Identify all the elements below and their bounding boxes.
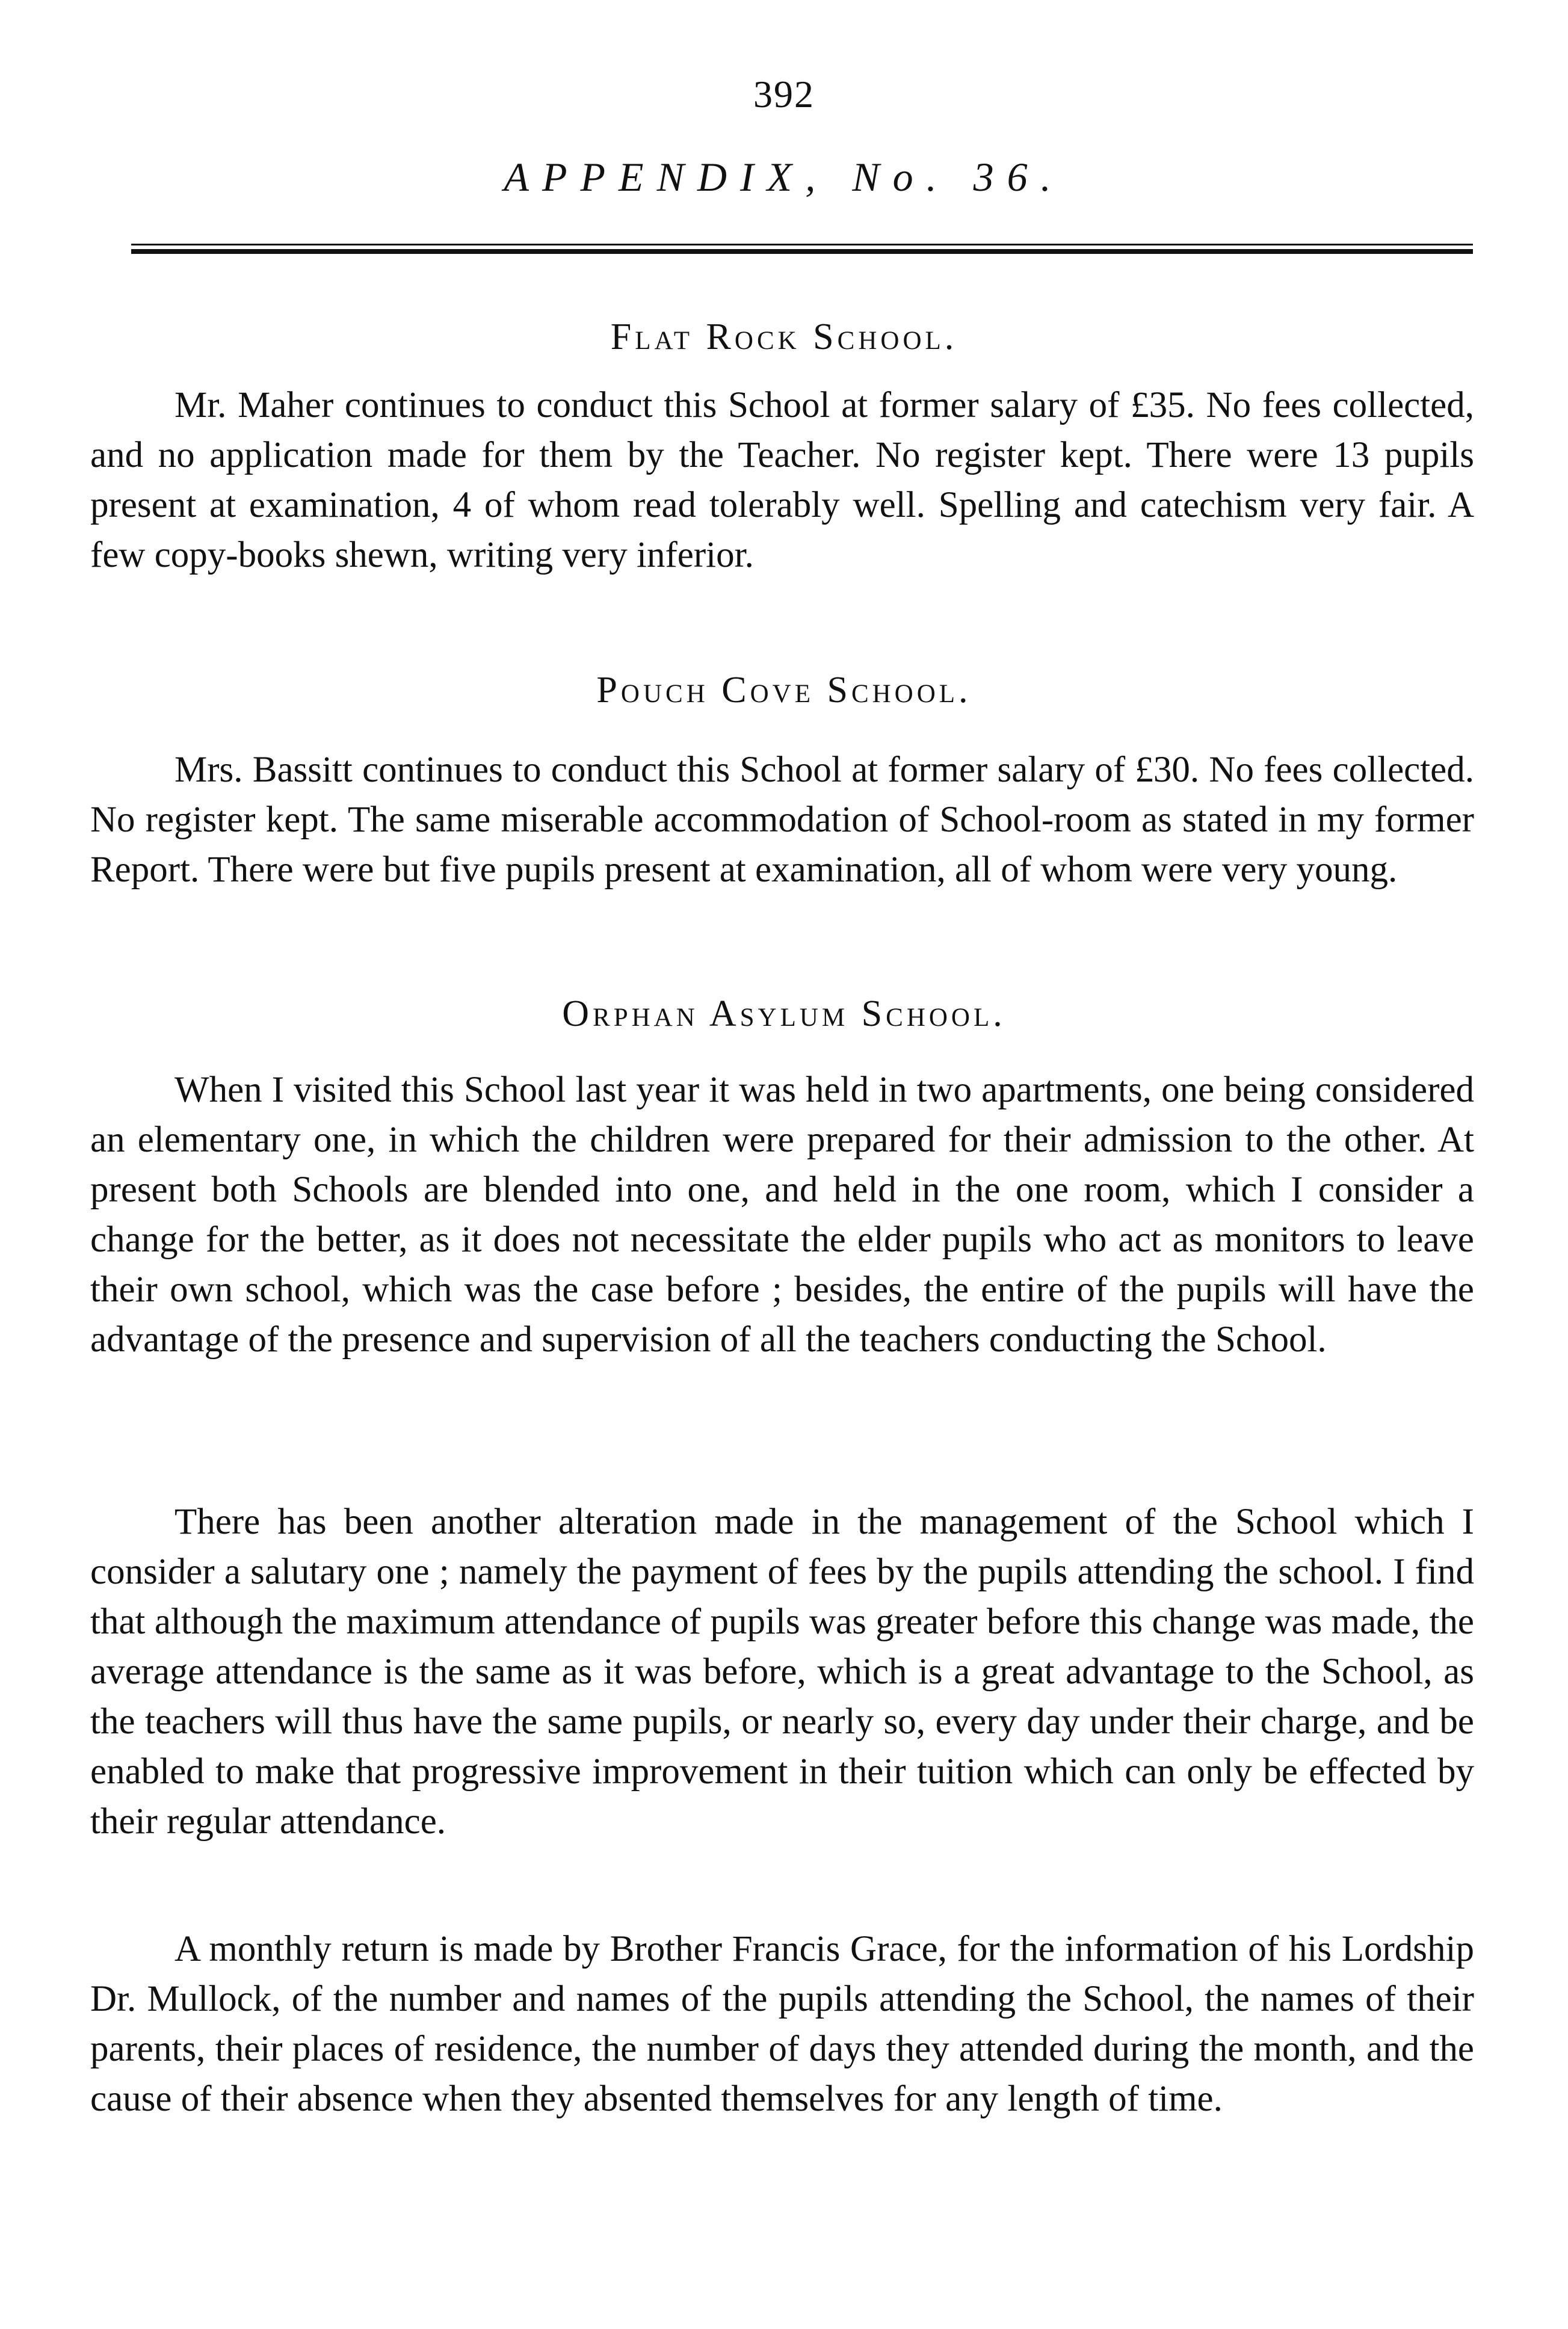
paragraph-orphan-asylum-2: There has been another alteration made in the management of the School which I consider a salutary one ; namely the payment of fees by the pupils attending the school. I find that although the maximum attendance of pupils was greater before this change was made, the average attendance is the same as it was before, which is a great advantage to the School, as the teachers will thus have the same pupils, or nearly so, every day under their charge, and be enabled to make that progressive improvement in their tuition which can only be effected by their regular attendance.: [90, 1502, 1474, 1842]
paragraph-orphan-asylum-3: A monthly return is made by Brother Francis Grace, for the information of his Lordship Dr. Mullock, of the number and names of the pupils attending the School, the names of their parents, their places of residence, the number of days they attended during the month, and the cause of their absence when they absented themselves for any length of time.: [90, 1929, 1474, 2119]
section-heading-flat-rock: Flat Rock School.: [610, 316, 958, 357]
header-rule-thin: [131, 244, 1473, 245]
paragraph-orphan-asylum-1: When I visited this School last year it was held in two apartments, one being considered an elementary one, in which the children were prepared for their admission to the other. At present both Schools are blended into one, and held in the one room, which I consider a change for the better, as it does not necessitate the elder pupils who act as monitors to leave their own school, which was the case before ; besides, the entire of the pupils will have the advantage of the presence and supervision of all the teachers conducting the School.: [90, 1070, 1474, 1360]
appendix-title: APPENDIX, No. 36.: [504, 154, 1064, 200]
header-rule: [131, 244, 1473, 256]
section-heading-pouch-cove: Pouch Cove School.: [596, 670, 972, 711]
header-rule-thick: [131, 249, 1473, 254]
paragraph-pouch-cove: Mrs. Bassitt continues to conduct this School at former salary of £30. No fees collected. No register kept. The same miserable accommodation of School-room as stated in my former Report. There were but five pupils present at examination, all of whom were very young.: [90, 750, 1474, 890]
section-heading-orphan-asylum: Orphan Asylum School.: [562, 993, 1006, 1034]
page-number: 392: [753, 73, 815, 116]
paragraph-flat-rock: Mr. Maher continues to conduct this School at former salary of £35. No fees collected, and no application made for them by the Teacher. No register kept. There were 13 pupils present at examination, 4 of whom read tolerably well. Spelling and catechism very fair. A few copy-books shewn, writing very inferior.: [90, 385, 1474, 575]
